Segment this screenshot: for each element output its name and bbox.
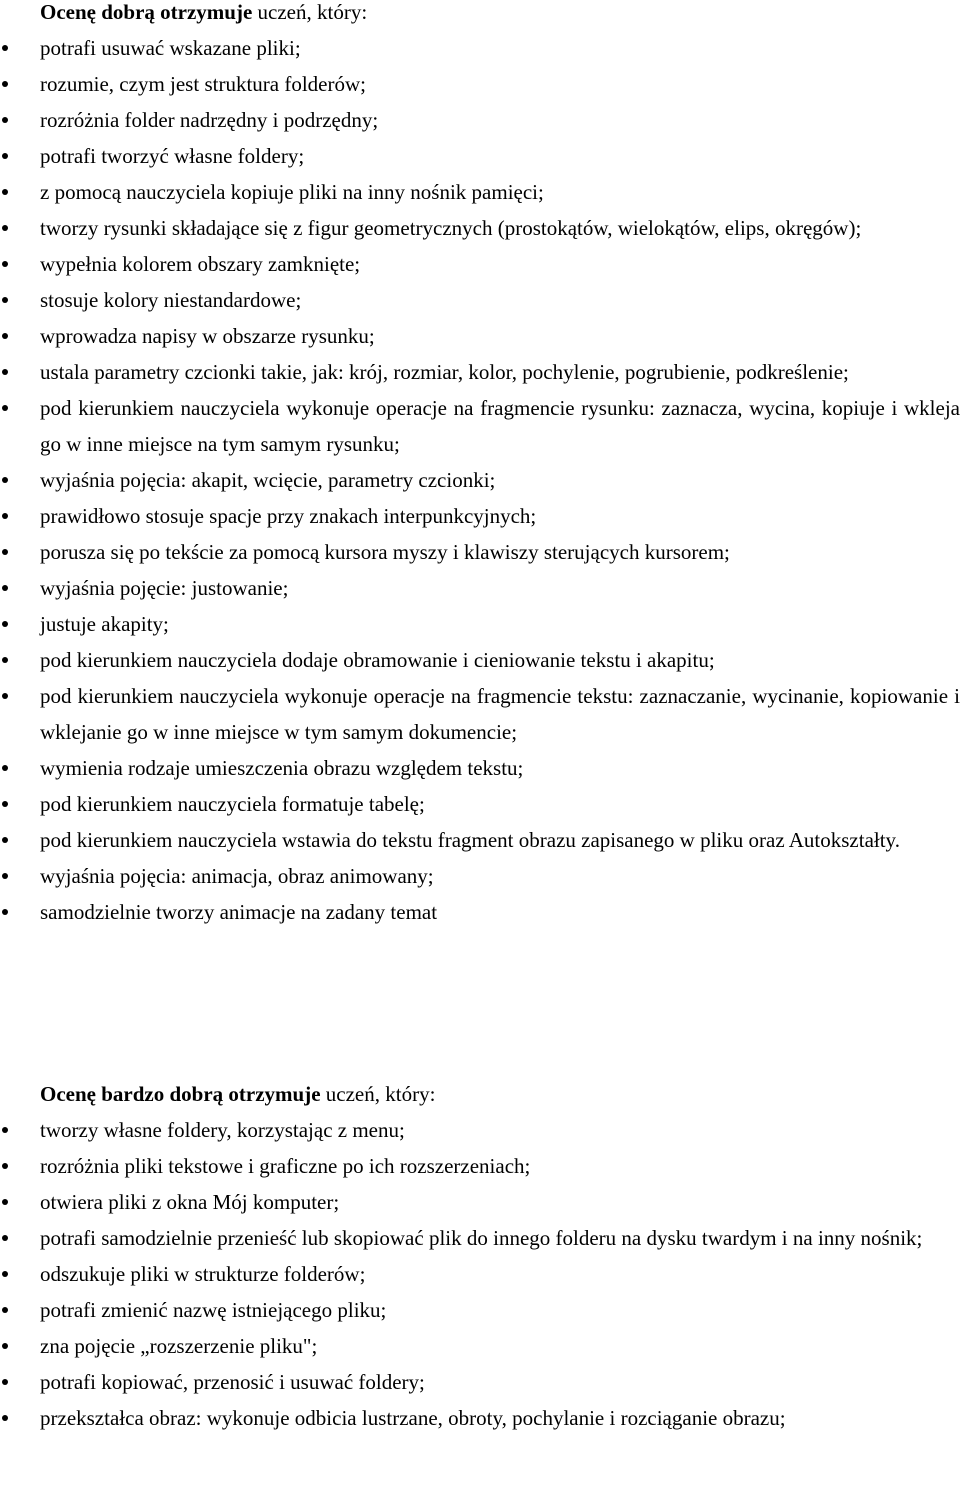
list-item	[0, 1400, 960, 1436]
bullet-icon	[2, 693, 8, 699]
bullet-icon	[2, 1163, 8, 1169]
list-item	[0, 1328, 960, 1364]
heading-bold-text: Ocenę bardzo dobrą otrzymuje	[40, 1082, 321, 1106]
list-item-text: potrafi tworzyć własne foldery;	[40, 144, 305, 168]
list-item	[0, 1112, 960, 1148]
list-item-text: wyjaśnia pojęcia: animacja, obraz animowany;	[40, 864, 434, 888]
bullet-icon	[2, 621, 8, 627]
bullet-icon	[2, 657, 8, 663]
list-item-text: wyjaśnia pojęcia: akapit, wcięcie, parametry czcionki;	[40, 468, 496, 492]
bullet-icon	[2, 261, 8, 267]
bullet-icon	[2, 81, 8, 87]
bullet-icon	[2, 1199, 8, 1205]
criteria-list-good	[0, 30, 960, 930]
list-item-text: rozumie, czym jest struktura folderów;	[40, 72, 366, 96]
list-item-text: potrafi zmienić nazwę istniejącego pliku;	[40, 1298, 387, 1322]
bullet-icon	[2, 801, 8, 807]
list-item-text: justuje akapity;	[40, 612, 169, 636]
list-item	[0, 858, 960, 894]
list-item-text: ustala parametry czcionki takie, jak: krój, rozmiar, kolor, pochylenie, pogrubienie, podkreślenie;	[40, 360, 849, 384]
list-item	[0, 246, 960, 282]
bullet-icon	[2, 765, 8, 771]
bullet-icon	[2, 369, 8, 375]
criteria-list-very-good	[0, 1112, 960, 1436]
bullet-icon	[2, 45, 8, 51]
bullet-icon	[2, 1379, 8, 1385]
list-item-text: wyjaśnia pojęcie: justowanie;	[40, 576, 289, 600]
bullet-icon	[2, 405, 8, 411]
list-item-text: prawidłowo stosuje spacje przy znakach interpunkcyjnych;	[40, 504, 537, 528]
bullet-icon	[2, 297, 8, 303]
list-item	[0, 174, 960, 210]
bullet-icon	[2, 333, 8, 339]
list-item	[0, 102, 960, 138]
list-item-text: przekształca obraz: wykonuje odbicia lustrzane, obroty, pochylanie i rozciąganie obrazu;	[40, 1406, 786, 1430]
section-heading-very-good	[40, 1076, 435, 1112]
bullet-icon	[2, 837, 8, 843]
list-item	[0, 318, 960, 354]
bullet-icon	[2, 189, 8, 195]
list-item	[0, 66, 960, 102]
bullet-icon	[2, 873, 8, 879]
list-item-text: stosuje kolory niestandardowe;	[40, 288, 302, 312]
list-item-text: z pomocą nauczyciela kopiuje pliki na inny nośnik pamięci;	[40, 180, 544, 204]
list-item-text: tworzy własne foldery, korzystając z menu;	[40, 1118, 405, 1142]
list-item-text: pod kierunkiem nauczyciela wykonuje operacje na fragmencie tekstu: zaznaczanie, wycinanie, kopiowanie i wklejanie go w inne miejsce w tym samym dokumencie;	[40, 684, 960, 744]
bullet-icon	[2, 1271, 8, 1277]
list-item	[0, 750, 960, 786]
list-item	[0, 822, 960, 858]
list-item	[0, 282, 960, 318]
heading-rest-text: uczeń, który:	[252, 0, 368, 24]
list-item-text: pod kierunkiem nauczyciela wstawia do tekstu fragment obrazu zapisanego w pliku oraz Autokształty.	[40, 828, 900, 852]
list-item	[0, 678, 960, 750]
heading-rest-text: uczeń, który:	[320, 1082, 436, 1106]
list-item-text: wypełnia kolorem obszary zamknięte;	[40, 252, 361, 276]
list-item	[0, 210, 960, 246]
list-item-text: rozróżnia pliki tekstowe i graficzne po ich rozszerzeniach;	[40, 1154, 531, 1178]
list-item	[0, 1256, 960, 1292]
list-item-text: wprowadza napisy w obszarze rysunku;	[40, 324, 375, 348]
bullet-icon	[2, 549, 8, 555]
list-item	[0, 1148, 960, 1184]
bullet-icon	[2, 477, 8, 483]
list-item-text: porusza się po tekście za pomocą kursora myszy i klawiszy sterujących kursorem;	[40, 540, 730, 564]
bullet-icon	[2, 153, 8, 159]
bullet-icon	[2, 1415, 8, 1421]
list-item	[0, 1292, 960, 1328]
list-item	[0, 462, 960, 498]
list-item-text: wymienia rodzaje umieszczenia obrazu względem tekstu;	[40, 756, 524, 780]
list-item	[0, 30, 960, 66]
bullet-icon	[2, 909, 8, 915]
bullet-icon	[2, 1307, 8, 1313]
list-item-text: tworzy rysunki składające się z figur geometrycznych (prostokątów, wielokątów, elips, okręgów);	[40, 216, 862, 240]
bullet-icon	[2, 585, 8, 591]
list-item	[0, 354, 960, 390]
list-item-text: otwiera pliki z okna Mój komputer;	[40, 1190, 340, 1214]
list-item-text: potrafi kopiować, przenosić i usuwać foldery;	[40, 1370, 425, 1394]
list-item	[0, 498, 960, 534]
list-item-text: pod kierunkiem nauczyciela dodaje obramowanie i cieniowanie tekstu i akapitu;	[40, 648, 715, 672]
list-item-text: pod kierunkiem nauczyciela formatuje tabelę;	[40, 792, 425, 816]
list-item-text: zna pojęcie „rozszerzenie pliku";	[40, 1334, 318, 1358]
bullet-icon	[2, 1235, 8, 1241]
bullet-icon	[2, 1343, 8, 1349]
list-item-text: rozróżnia folder nadrzędny i podrzędny;	[40, 108, 379, 132]
list-item	[0, 570, 960, 606]
section-heading-good	[40, 0, 367, 30]
bullet-icon	[2, 225, 8, 231]
list-item-text: potrafi usuwać wskazane pliki;	[40, 36, 301, 60]
list-item	[0, 1184, 960, 1220]
list-item-text: samodzielnie tworzy animacje na zadany temat	[40, 900, 438, 924]
list-item	[0, 390, 960, 462]
bullet-icon	[2, 117, 8, 123]
heading-bold-text: Ocenę dobrą otrzymuje	[40, 0, 253, 24]
list-item	[0, 138, 960, 174]
bullet-icon	[2, 1127, 8, 1133]
list-item-text: pod kierunkiem nauczyciela wykonuje operacje na fragmencie rysunku: zaznacza, wycina, kopiuje i wkleja go w inne miejsce na tym samym rysunku;	[40, 396, 960, 456]
list-item	[0, 894, 960, 930]
list-item	[0, 1364, 960, 1400]
list-item	[0, 786, 960, 822]
list-item-text: odszukuje pliki w strukturze folderów;	[40, 1262, 366, 1286]
bullet-icon	[2, 513, 8, 519]
list-item	[0, 534, 960, 570]
list-item	[0, 606, 960, 642]
list-item	[0, 1220, 960, 1256]
list-item	[0, 642, 960, 678]
list-item-text: potrafi samodzielnie przenieść lub skopiować plik do innego folderu na dysku twardym i na inny nośnik;	[40, 1226, 923, 1250]
